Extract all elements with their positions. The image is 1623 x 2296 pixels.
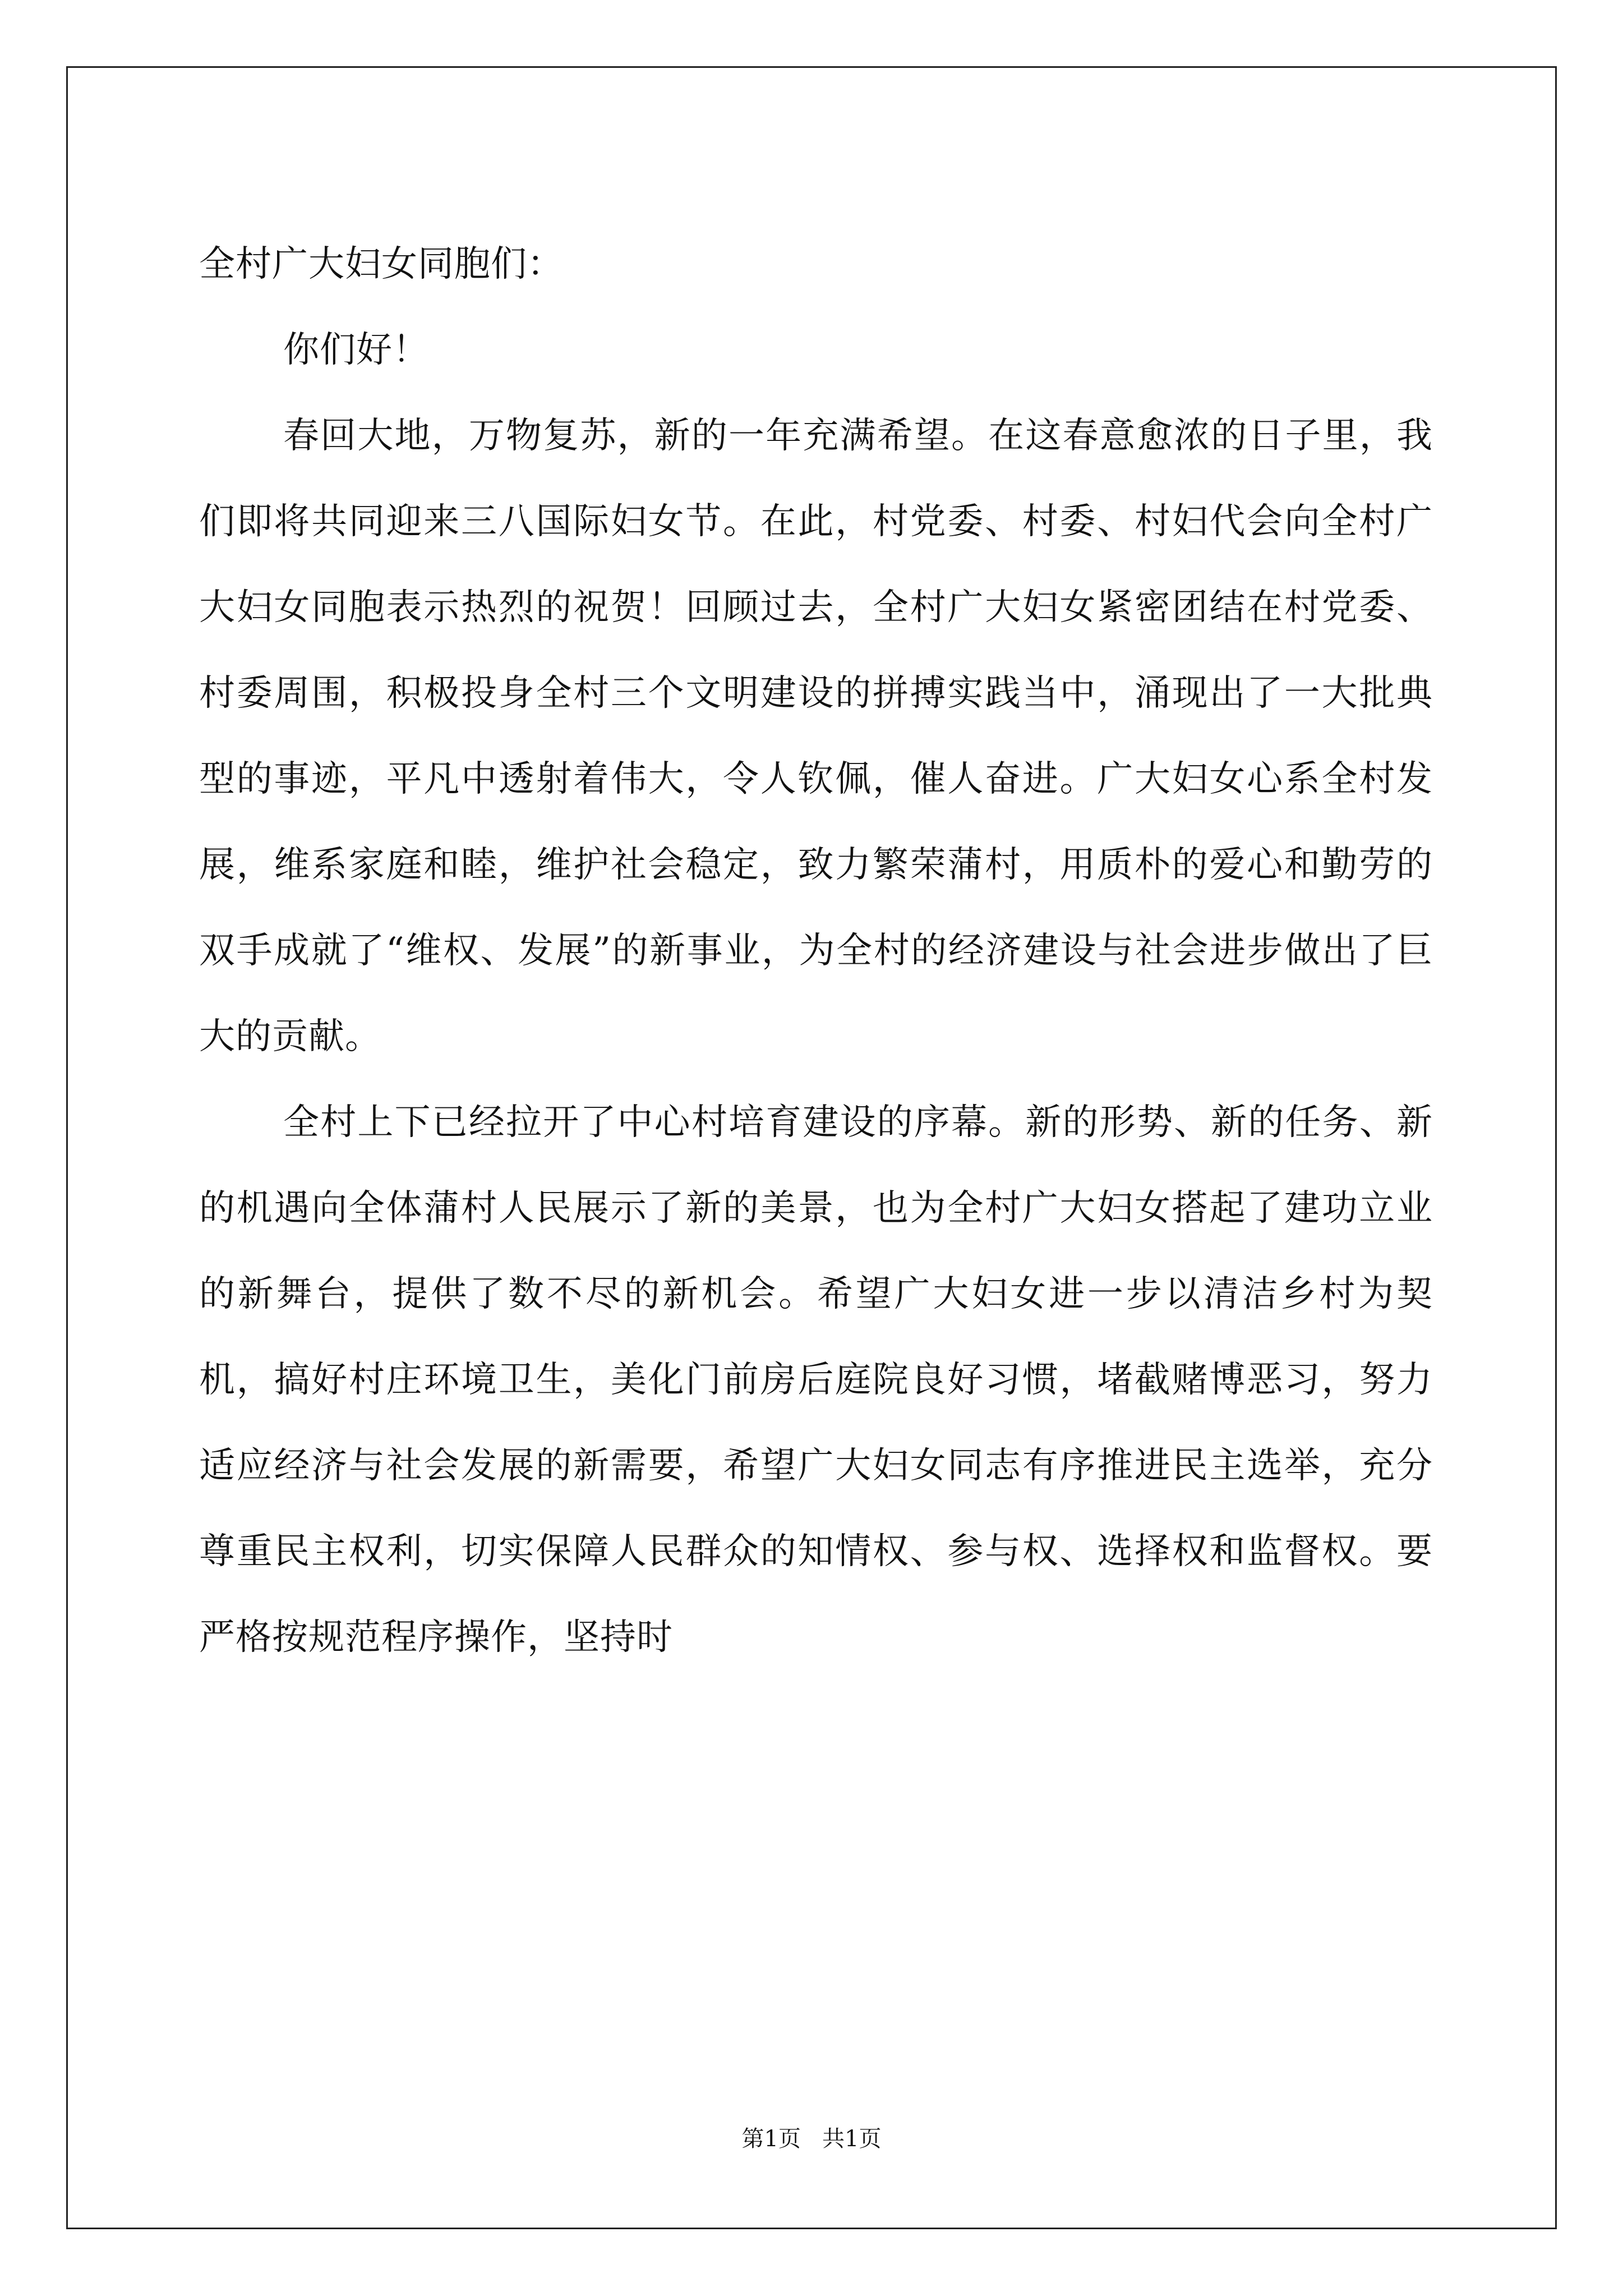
page-number-total: 共1页 xyxy=(822,2126,882,2152)
greeting: 你们好！ xyxy=(283,329,429,371)
paragraph-1: 春回大地，万物复苏，新的一年充满希望。在这春意愈浓的日子里，我们即将共同迎来三八国际妇女节。在此，村党委、村委、村妇代会向全村广大妇女同胞表示热烈的祝贺！回顾过去，全村广大妇女紧密团结在村党委、村委周围，积极投身全村三个文明建设的拼搏实践当中，涌现出了一大批典型的事迹，平凡中透射着伟大，令人钦佩，催人奋进。广大妇女心系全村发展，维系家庭和睦，维护社会稳定，致力繁荣蒲村，用质朴的爱心和勤劳的双手成就了“维权、发展”的新事业，为全村的经济建设与社会进步做出了巨大的贡献。 xyxy=(199,415,1433,1057)
paragraph-2: 全村上下已经拉开了中心村培育建设的序幕。新的形势、新的任务、新的机遇向全体蒲村人民展示了新的美景，也为全村广大妇女搭起了建功立业的新舞台，提供了数不尽的新机会。希望广大妇女进一步以清洁乡村为契机，搞好村庄环境卫生，美化门前房后庭院良好习惯，堵截赌博恶习，努力适应经济与社会发展的新需要，希望广大妇女同志有序推进民主选举，充分尊重民主权利，切实保障人民群众的知情权、参与权、选择权和监督权。要严格按规范程序操作，坚持时 xyxy=(199,1102,1433,1658)
page-footer xyxy=(0,2125,1623,2153)
letter-body xyxy=(199,222,1433,1681)
page-number-current: 第1页 xyxy=(741,2126,801,2152)
salutation: 全村广大妇女同胞们： xyxy=(199,243,564,285)
